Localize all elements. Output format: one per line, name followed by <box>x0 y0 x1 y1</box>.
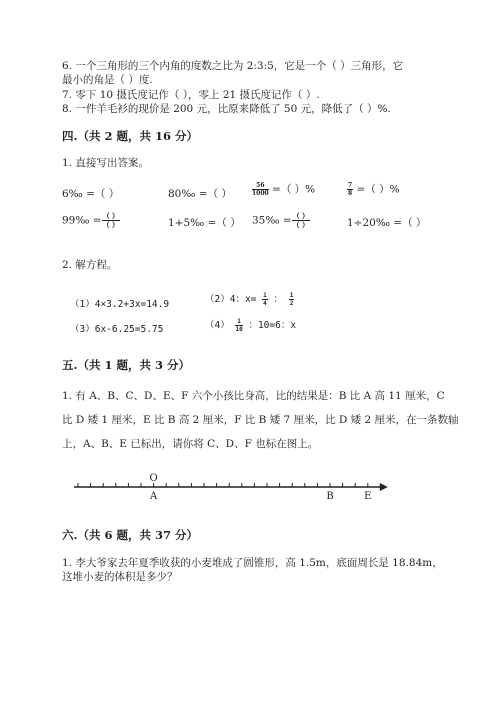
equation-1: （1）4×3.2+3x=14.9 <box>70 299 170 310</box>
fraction-numerator: （ ） <box>292 211 310 220</box>
calc-fraction-7-8 <box>347 182 400 197</box>
calc-prefix: 99‰ = <box>62 214 102 227</box>
calc-prefix: 35‰ = <box>252 214 292 227</box>
equation-prefix: （2）4：x= <box>205 294 257 305</box>
axis-arrow <box>380 483 388 491</box>
calc-99-permille <box>62 212 120 229</box>
question-7: 7. 零下 10 摄氏度记作（ ），零上 21 摄氏度记作（ ）. <box>62 89 320 101</box>
equation-2 <box>205 291 294 307</box>
section-4-q1-title: 1. 直接写出答案。 <box>62 157 149 169</box>
fraction-denominator: 2 <box>289 300 294 307</box>
section-5-line2: 比 D 矮 1 厘米，E 比 B 高 2 厘米，F 比 B 矮 7 厘米，比 D 矮 2 厘米，在一条数轴 <box>62 414 459 426</box>
equation-prefix: （4） <box>205 320 230 331</box>
section-4-q2-title: 2. 解方程。 <box>62 259 118 271</box>
calc-6-permille: 6‰ =（ ） <box>62 188 120 200</box>
calc-fraction-rest: =（ ）% <box>272 183 316 196</box>
question-8: 8. 一件羊毛衫的现价是 200 元，比原来降低了 50 元，降低了（ ）%. <box>62 103 391 115</box>
number-line <box>72 470 392 510</box>
calc-1-plus-5-permille: 1+5‰ =（ ） <box>168 217 241 229</box>
point-label-b: B <box>326 491 334 502</box>
section-6-line2: 这堆小麦的体积是多少？ <box>62 571 178 583</box>
section-5-heading: 五.（共 1 题，共 3 分） <box>62 358 191 372</box>
fraction-numerator: 1 <box>237 318 241 325</box>
equation-4 <box>205 317 296 333</box>
fraction-denominator: 10 <box>235 326 243 333</box>
fraction-denominator: （ ） <box>292 220 310 229</box>
fraction-denominator: （ ） <box>102 220 120 229</box>
fraction-numerator: 56 <box>252 182 269 190</box>
section-6-heading: 六.（共 6 题，共 37 分） <box>62 528 199 542</box>
calc-1-div-20-permille: 1÷20‰ =（ ） <box>347 217 427 229</box>
calc-35-permille <box>252 212 310 229</box>
point-label-e: E <box>364 491 372 502</box>
question-6-line2: 最小的角是（ ）度. <box>62 74 153 86</box>
fraction-numerator: 1 <box>289 292 294 299</box>
calc-fraction-56-1000 <box>252 182 315 197</box>
fraction-denominator: 1000 <box>252 190 269 197</box>
question-6-line1: 6. 一个三角形的三个内角的度数之比为 2:3:5，它是一个（ ）三角形，它 <box>62 60 404 72</box>
section-5-line3: 上，A、B、E 已标出，请你将 C、D、F 也标在图上。 <box>62 438 319 450</box>
fraction-denominator: 8 <box>348 190 353 197</box>
fraction-numerator: 7 <box>348 182 353 189</box>
section-6-line1: 1. 李大爷家去年夏季收获的小麦堆成了圆锥形，高 1.5m，底面周长是 18.84m， <box>62 557 443 569</box>
point-label-a: A <box>149 491 158 502</box>
fraction-numerator: 1 <box>263 292 267 299</box>
section-5-line1: 1. 有 A、B、C、D、E、F 六个小孩比身高，比的结果是：B 比 A 高 11 厘米，C <box>62 390 445 402</box>
equation-separator: ： <box>273 294 283 305</box>
equation-3: （3）6x-6.25=5.75 <box>70 324 164 335</box>
origin-label: O <box>149 473 158 484</box>
fraction-numerator: （ ） <box>102 211 120 220</box>
fraction-denominator: 4 <box>263 300 267 307</box>
calc-fraction-rest: =（ ）% <box>356 183 400 196</box>
equation-rest: ：10=6：x <box>248 320 297 331</box>
section-4-heading: 四.（共 2 题，共 16 分） <box>62 129 199 143</box>
calc-80-permille: 80‰ =（ ） <box>168 188 232 200</box>
